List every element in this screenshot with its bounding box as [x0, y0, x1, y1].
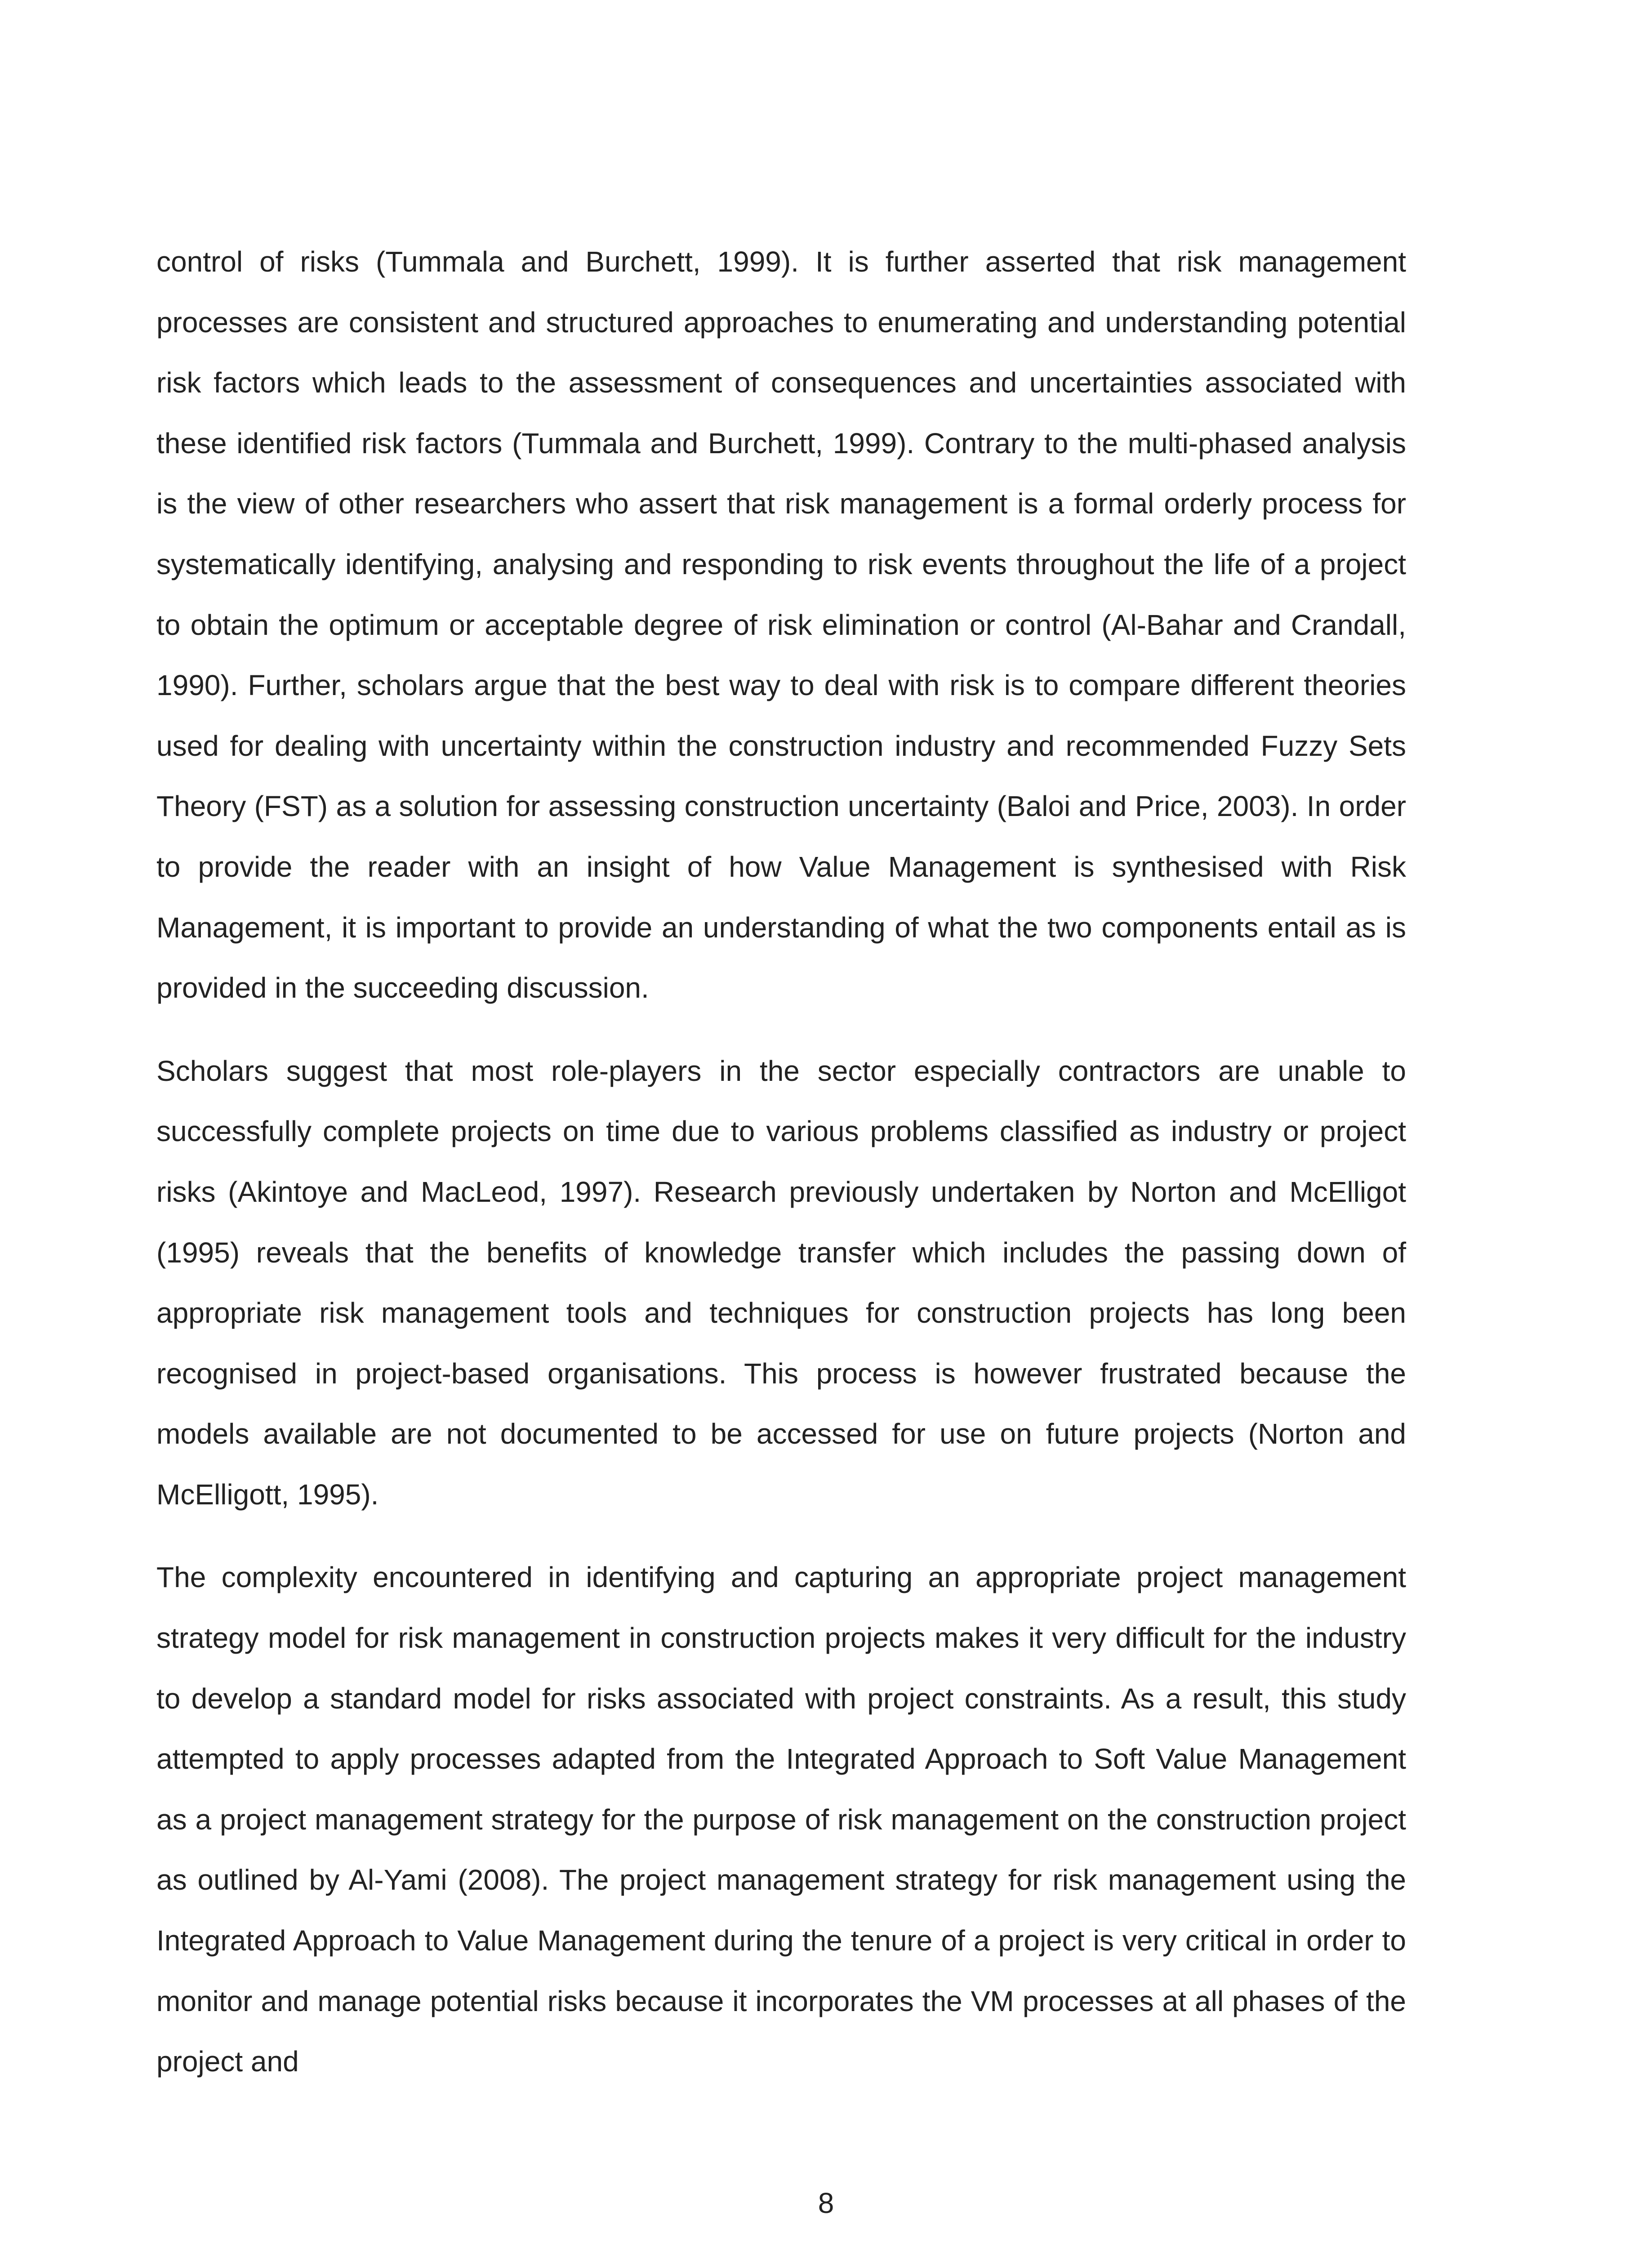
- paragraph-3: The complexity encountered in identifying and capturing an appropriate project management strategy model for risk management in construction projects makes it very difficult for the industry to develop a standard model for risks associated with project constraints. As a result, this study attempted to apply processes adapted from the Integrated Approach to Soft Value Management as a project management strategy for the purpose of risk management on the construction project as outlined by Al-Yami (2008). The project management strategy for risk management using the Integrated Approach to Value Management during the tenure of a project is very critical in order to monitor and manage potential risks because it incorporates the VM processes at all phases of the project and: [156, 1561, 1406, 2078]
- page-number: 8: [818, 2187, 834, 2219]
- paragraph-1: control of risks (Tummala and Burchett, 1999). It is further asserted that risk management processes are consistent and structured approaches to enumerating and understanding potential risk factors which leads to the assessment of consequences and uncertainties associated with these identified risk factors (Tummala and Burchett, 1999). Contrary to the multi-phased analysis is the view of other researchers who assert that risk management is a formal orderly process for systematically identifying, analysing and responding to risk events throughout the life of a project to obtain the optimum or acceptable degree of risk elimination or control (Al-Bahar and Crandall, 1990). Further, scholars argue that the best way to deal with risk is to compare different theories used for dealing with uncertainty within the construction industry and recommended Fuzzy Sets Theory (FST) as a solution for assessing construction uncertainty (Baloi and Price, 2003). In order to provide the reader with an insight of how Value Management is synthesised with Risk Management, it is important to provide an understanding of what the two components entail as is provided in the succeeding discussion.: [156, 245, 1406, 1004]
- body-text: [156, 232, 1406, 2092]
- paragraph-2: Scholars suggest that most role-players in the sector especially contractors are unable to successfully complete projects on time due to various problems classified as industry or project risks (Akintoye and MacLeod, 1997). Research previously undertaken by Norton and McElligot (1995) reveals that the benefits of knowledge transfer which includes the passing down of appropriate risk management tools and techniques for construction projects has long been recognised in project-based organisations. This process is however frustrated because the models available are not documented to be accessed for use on future projects (Norton and McElligott, 1995).: [156, 1054, 1406, 1511]
